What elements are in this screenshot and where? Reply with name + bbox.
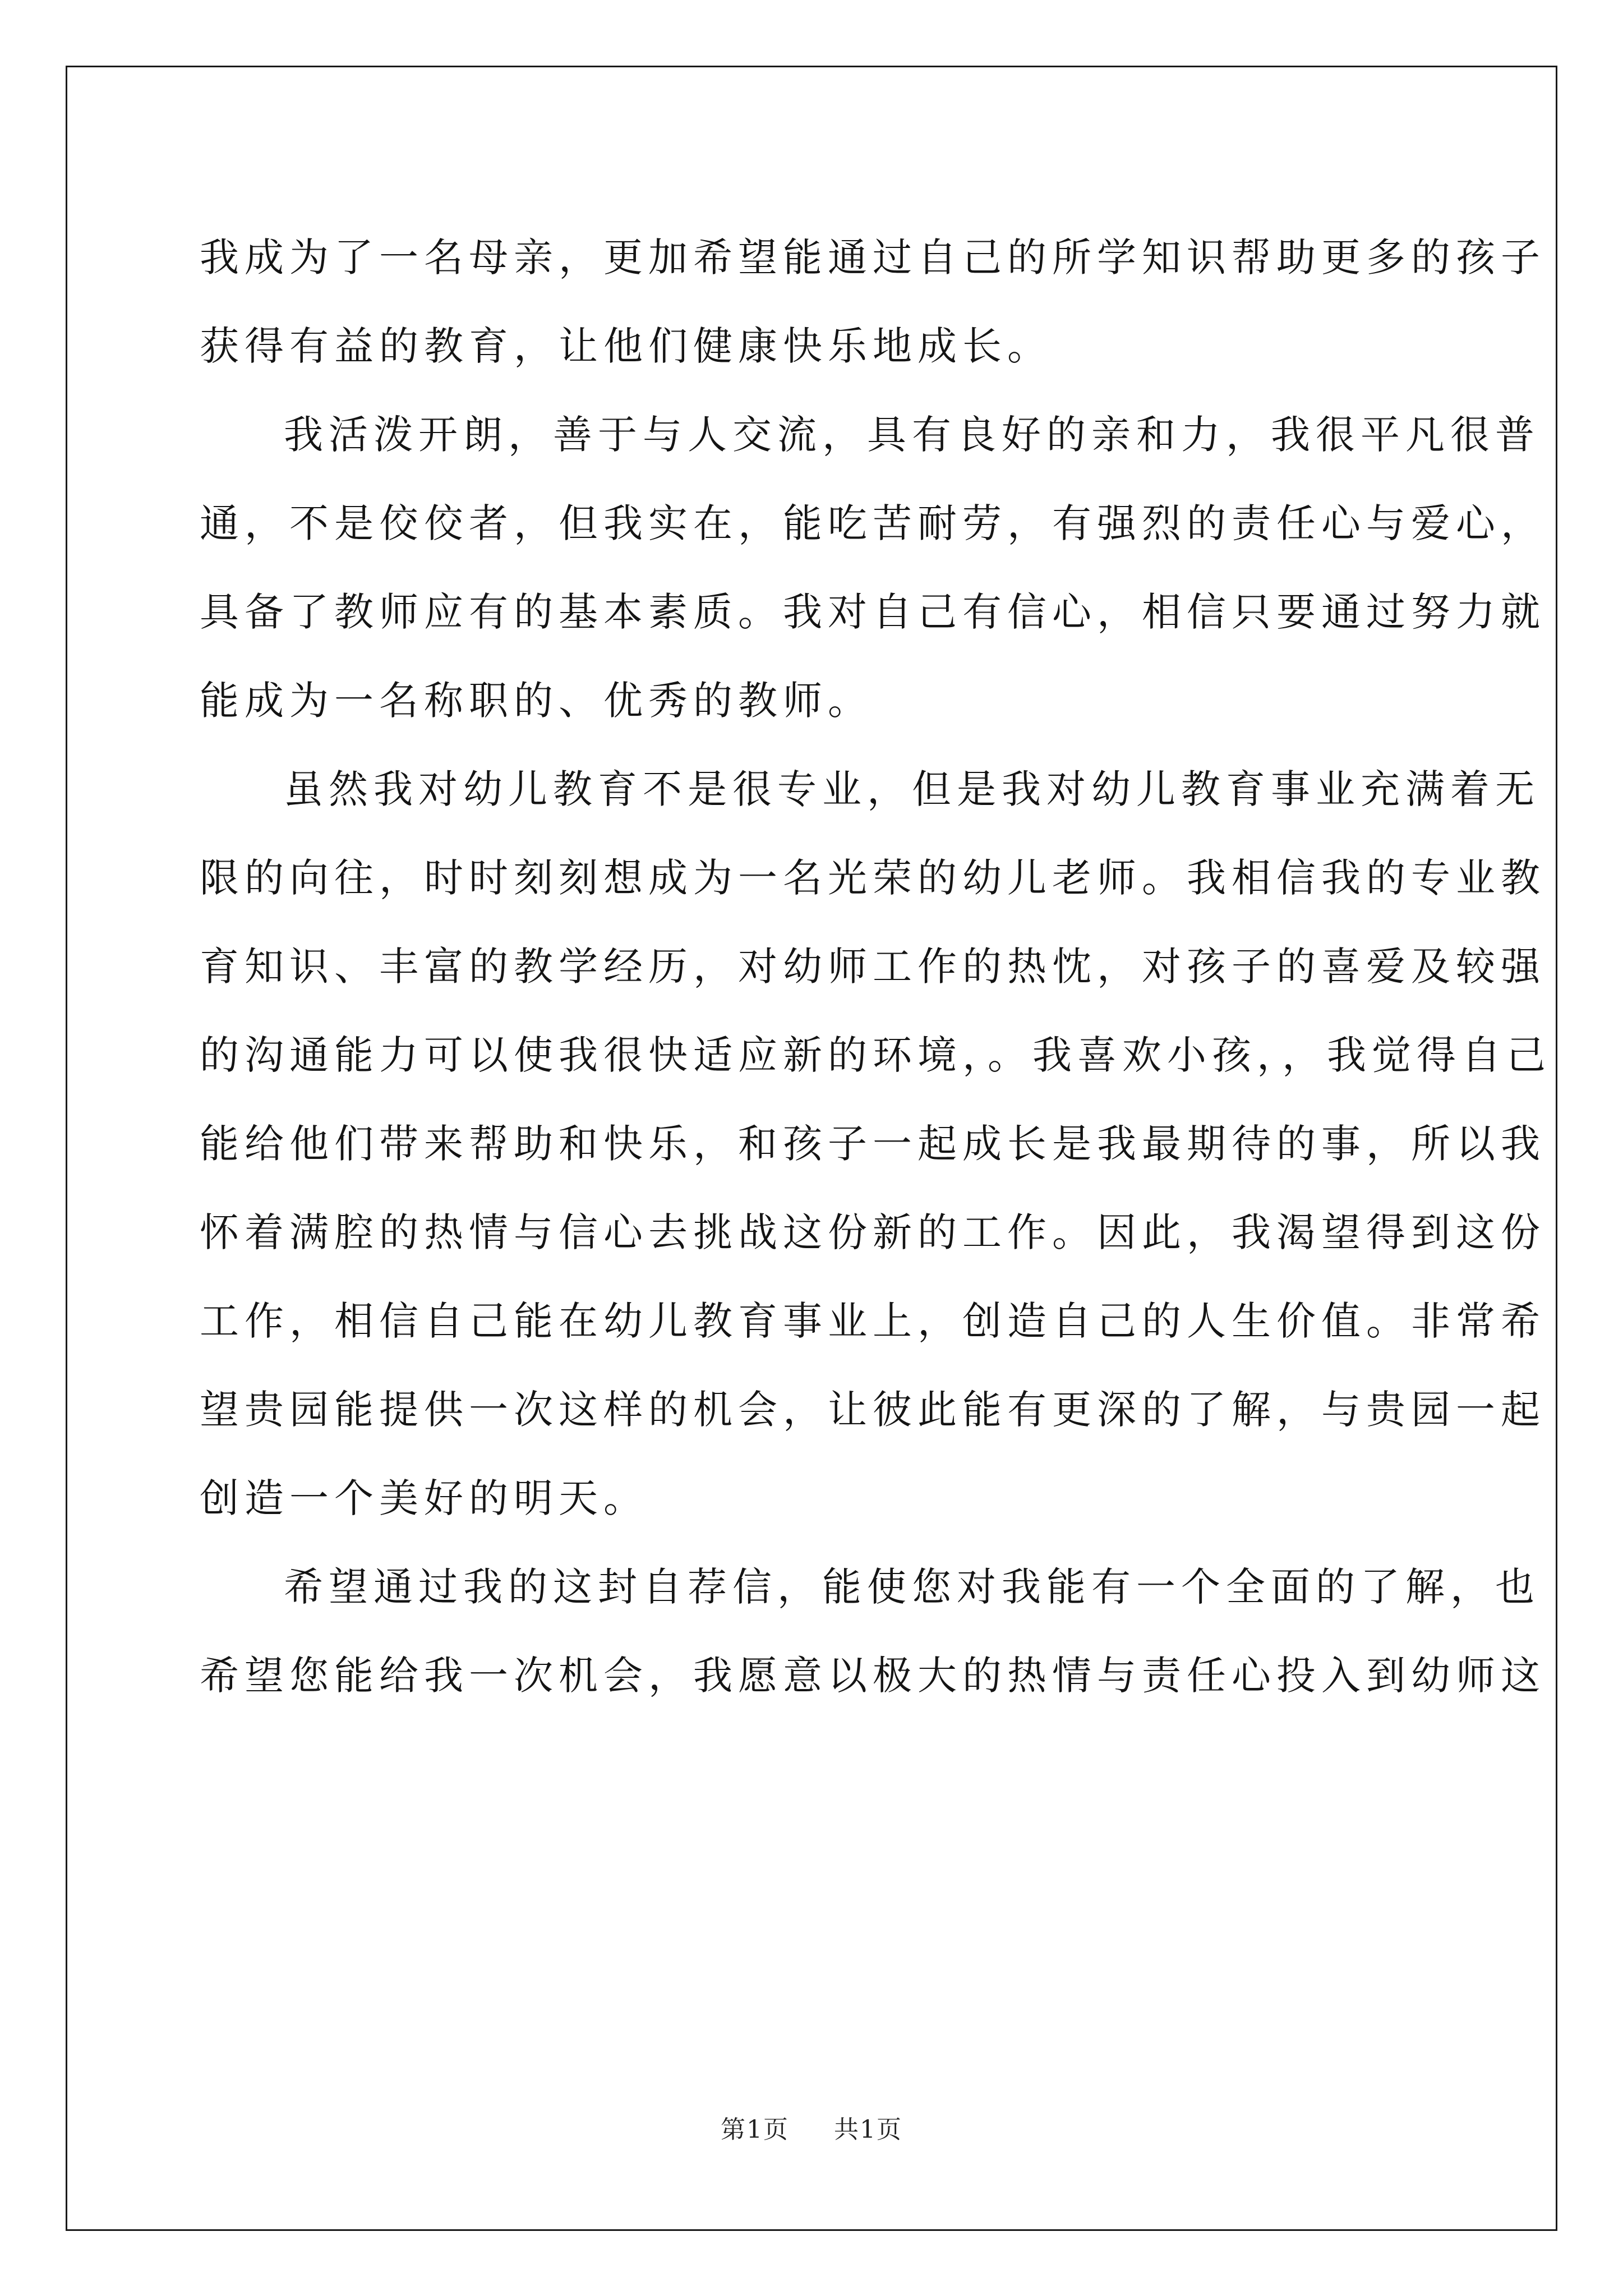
document-body (200, 213, 1551, 1720)
paragraph-line: 的沟通能力可以使我很快适应新的环境，。我喜欢小孩，，我觉得自己 (200, 1032, 1551, 1078)
paragraph-line: 我活泼开朗，善于与人交流，具有良好的亲和力，我很平凡很普 (284, 412, 1540, 458)
page-number-current: 第1页 (721, 2115, 789, 2144)
paragraph-line: 虽然我对幼儿教育不是很专业，但是我对幼儿教育事业充满着无 (284, 766, 1540, 812)
page-footer (0, 2109, 1623, 2145)
paragraph-2 (200, 390, 1546, 745)
paragraph-1 (200, 213, 1546, 390)
paragraph-line: 具备了教师应有的基本素质。我对自己有信心，相信只要通过努力就 (200, 589, 1546, 635)
paragraph-line: 育知识、丰富的教学经历，对幼师工作的热忱，对孩子的喜爱及较强 (200, 944, 1546, 990)
paragraph-3 (200, 745, 1551, 1543)
paragraph-line: 限的向往，时时刻刻想成为一名光荣的幼儿老师。我相信我的专业教 (200, 855, 1546, 901)
paragraph-line: 望贵园能提供一次这样的机会，让彼此能有更深的了解，与贵园一起 (200, 1387, 1546, 1433)
paragraph-line: 工作，相信自己能在幼儿教育事业上，创造自己的人生价值。非常希 (200, 1298, 1546, 1344)
paragraph-line: 怀着满腔的热情与信心去挑战这份新的工作。因此，我渴望得到这份 (200, 1209, 1546, 1255)
paragraph-line: 能给他们带来帮助和快乐，和孩子一起成长是我最期待的事，所以我 (200, 1121, 1546, 1167)
paragraph-line: 通，不是佼佼者，但我实在，能吃苦耐劳，有强烈的责任心与爱心， (200, 500, 1546, 546)
paragraph-line: 创造一个美好的明天。 (200, 1475, 648, 1521)
paragraph-line: 希望通过我的这封自荐信，能使您对我能有一个全面的了解，也 (284, 1564, 1540, 1610)
paragraph-4 (200, 1543, 1546, 1720)
paragraph-line: 能成为一名称职的、优秀的教师。 (200, 678, 873, 724)
paragraph-line: 希望您能给我一次机会，我愿意以极大的热情与责任心投入到幼师这 (200, 1653, 1546, 1699)
paragraph-line: 我成为了一名母亲，更加希望能通过自己的所学知识帮助更多的孩子 (200, 234, 1546, 280)
page-number-total: 共1页 (834, 2115, 902, 2144)
paragraph-line: 获得有益的教育，让他们健康快乐地成长。 (200, 323, 1052, 369)
